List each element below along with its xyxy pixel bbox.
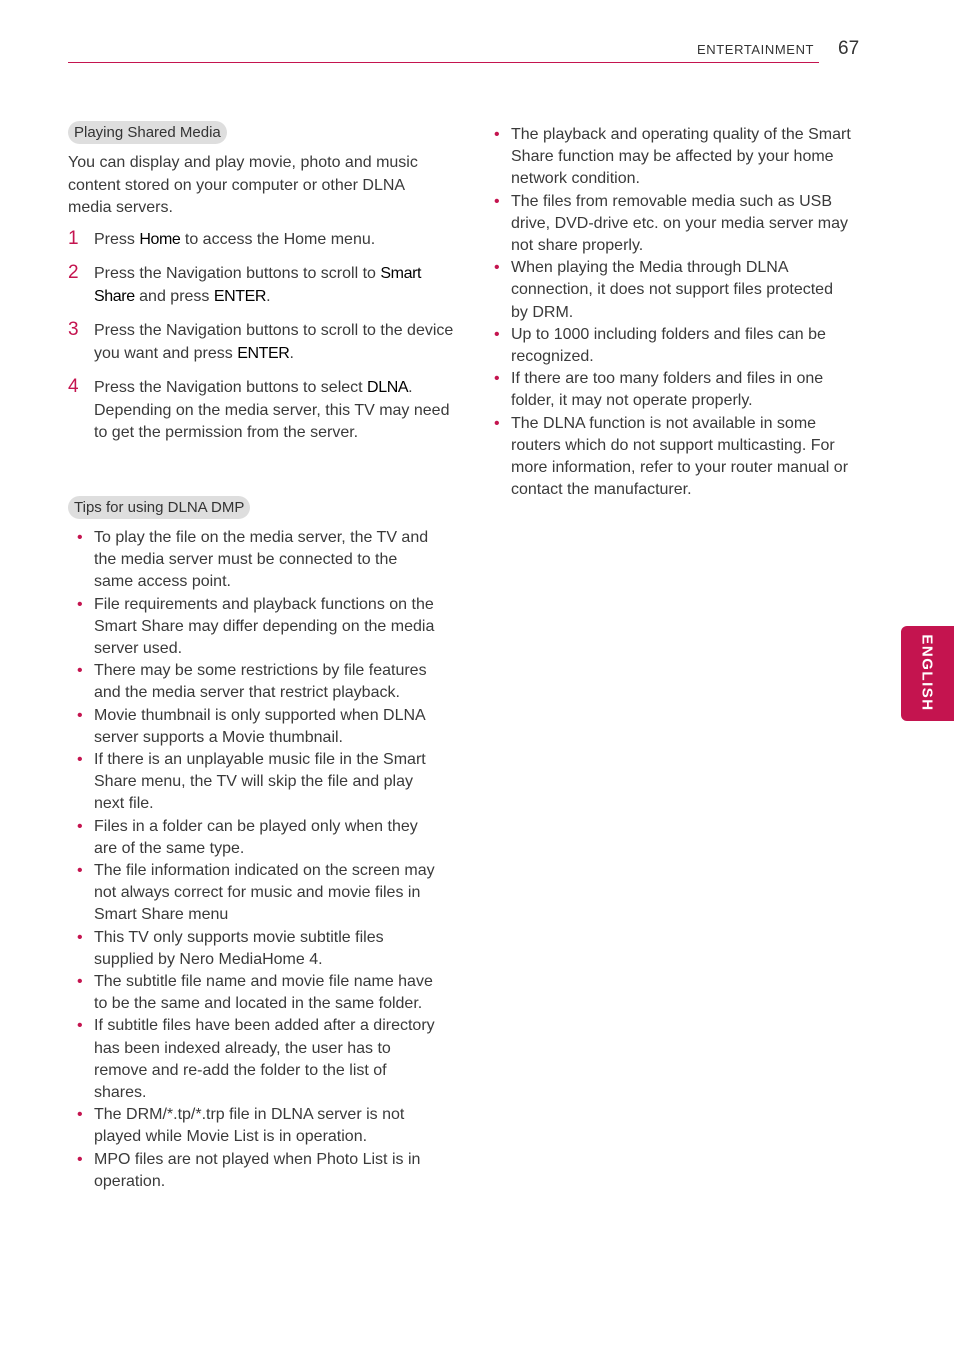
tips-heading: Tips for using DLNA DMP — [68, 496, 250, 519]
list-item-text: If subtitle files have been added after a directory has been indexed already, the user has to remove and re-add the folder to the list of shares. — [94, 1017, 435, 1102]
list-item — [77, 971, 437, 1015]
list-item — [494, 191, 854, 258]
bullet-icon: • — [77, 751, 83, 769]
list-item — [77, 527, 437, 594]
header-divider — [68, 62, 819, 63]
step-text-part: . — [266, 287, 271, 305]
step-text — [94, 229, 454, 252]
bullet-icon: • — [494, 370, 500, 388]
list-item — [494, 413, 854, 502]
list-item-text: If there is an unplayable music file in the Smart Share menu, the TV will skip the file and play next file. — [94, 751, 426, 813]
step-text-part: . — [289, 344, 294, 362]
bullet-icon: • — [494, 259, 500, 277]
list-item-text: If there are too many folders and files in one folder, it may not operate properly. — [511, 370, 824, 410]
intro-paragraph: You can display and play movie, photo and music content stored on your computer or other DLNA media servers. — [68, 154, 418, 216]
list-item — [77, 749, 437, 816]
list-item-text: The playback and operating quality of the Smart Share function may be affected by your home network condition. — [511, 126, 851, 188]
bullet-icon: • — [77, 529, 83, 546]
bullet-icon: • — [77, 1017, 83, 1035]
list-item-text: There may be some restrictions by file features and the media server that restrict playback. — [94, 662, 427, 702]
step-text — [94, 377, 454, 445]
step-keyword: ENTER — [213, 287, 267, 305]
step-text-part: . Depending on the media server, this TV may need to get the permission from the server. — [94, 379, 450, 441]
step-number: 3 — [68, 319, 79, 340]
list-item — [494, 324, 854, 368]
playing-shared-media-heading: Playing Shared Media — [68, 121, 227, 144]
bullet-icon: • — [494, 126, 500, 143]
language-tab — [901, 626, 954, 721]
list-item-text: Up to 1000 including folders and files can be recognized. — [511, 325, 826, 366]
step-number: 2 — [68, 262, 79, 283]
step-keyword: ENTER — [237, 344, 290, 362]
step-text — [94, 263, 454, 308]
list-item — [494, 124, 854, 191]
bullet-icon: • — [494, 414, 500, 432]
bullet-icon: • — [77, 595, 83, 613]
bullet-icon: • — [77, 662, 83, 680]
bullet-icon: • — [77, 817, 83, 835]
tips-list — [77, 527, 437, 1193]
list-item — [77, 1149, 437, 1193]
bullet-icon: • — [77, 1106, 83, 1124]
list-item — [77, 816, 437, 860]
list-item-text: MPO files are not played when Photo List is in operation. — [94, 1150, 421, 1190]
bullet-icon: • — [494, 325, 500, 343]
step-keyword: Smart Share — [94, 265, 422, 305]
step-text-part: Press the Navigation buttons to select — [94, 379, 368, 396]
step-text-part: and press — [134, 287, 214, 305]
list-item-text: To play the file on the media server, the TV and the media server must be connected to the same access point. — [94, 529, 429, 591]
list-item — [77, 1015, 437, 1104]
list-item-text: The file information indicated on the screen may not always correct for music and movie files in Smart Share menu — [94, 862, 435, 924]
step-keyword: DLNA — [367, 379, 409, 396]
list-item-text: Files in a folder can be played only when they are of the same type. — [94, 817, 418, 857]
list-item — [77, 860, 437, 927]
list-item — [77, 660, 437, 704]
list-item-text: The subtitle file name and movie file name have to be the same and located in the same folder. — [94, 973, 433, 1013]
list-item-text: The DRM/*.tp/*.trp file in DLNA server is not played while Movie List is in operation. — [94, 1106, 405, 1146]
bullet-icon: • — [494, 192, 500, 210]
list-item — [77, 927, 437, 971]
list-item — [77, 1104, 437, 1148]
list-item — [494, 368, 854, 412]
bullet-icon: • — [77, 973, 83, 991]
list-item — [77, 705, 437, 749]
step-text-part: to access the Home menu. — [180, 231, 376, 248]
step-text-part: Press — [94, 231, 140, 248]
step-text-part: Press the Navigation buttons to scroll to the device you want and press — [94, 322, 454, 362]
step-text — [94, 320, 454, 365]
bullet-icon: • — [77, 1150, 83, 1168]
language-tab-label: ENGLISH — [918, 634, 936, 712]
list-item-text: Movie thumbnail is only supported when DLNA server supports a Movie thumbnail. — [94, 706, 425, 746]
bullet-icon: • — [77, 928, 83, 946]
step-text-part: Press the Navigation buttons to scroll to — [94, 265, 381, 282]
bullet-icon: • — [77, 706, 83, 724]
step-number: 4 — [68, 376, 79, 397]
bullet-icon: • — [77, 862, 83, 880]
list-item-text: This TV only supports movie subtitle files supplied by Nero MediaHome 4. — [94, 928, 384, 968]
step-keyword: Home — [139, 231, 181, 248]
list-item — [494, 257, 854, 324]
list-item-text: File requirements and playback functions on the Smart Share may differ depending on the media server used. — [94, 595, 435, 658]
page-number: 67 — [838, 38, 860, 59]
header-section-label: ENTERTAINMENT — [697, 42, 815, 57]
list-item-text: When playing the Media through DLNA connection, it does not support files protected by DRM. — [511, 259, 833, 321]
tips-list-continued — [494, 124, 854, 501]
list-item-text: The DLNA function is not available in some routers which do not support multicasting. For more information, refer to your router manual or contact the manufacturer. — [511, 414, 849, 499]
step-number: 1 — [68, 228, 79, 249]
list-item-text: The files from removable media such as USB drive, DVD-drive etc. on your media server may not share properly. — [511, 192, 848, 255]
list-item — [77, 594, 437, 661]
